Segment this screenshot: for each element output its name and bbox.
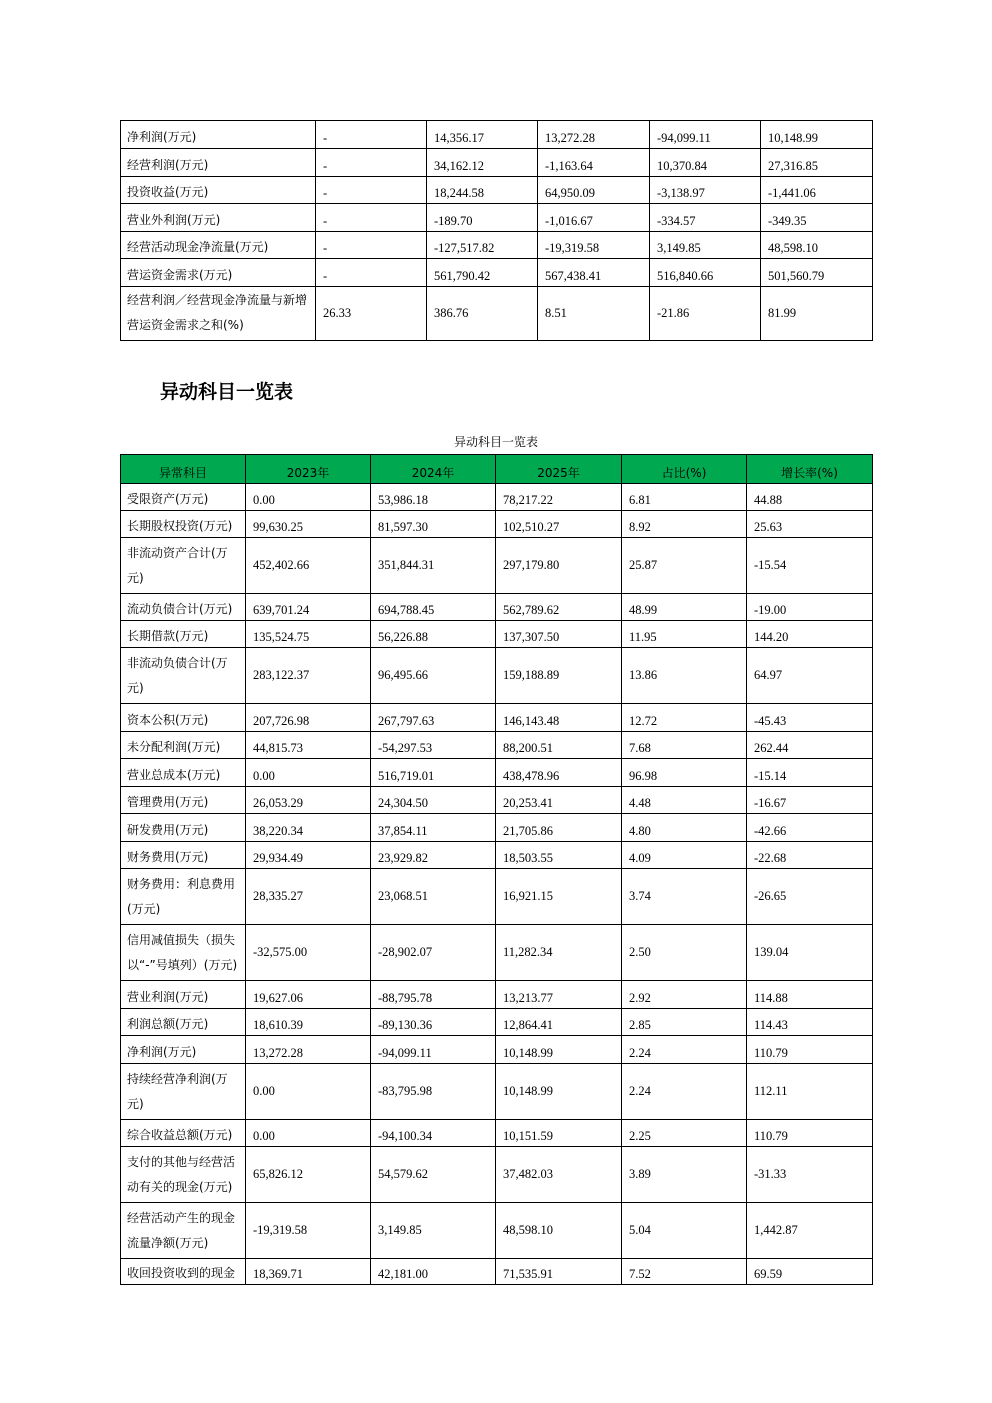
cell-value: 81,597.30 [371, 511, 496, 538]
cell-value: 11.95 [622, 621, 747, 648]
cell-value: 0.00 [246, 759, 371, 787]
table-row [121, 287, 873, 341]
cell-value: -1,016.67 [538, 204, 650, 232]
cell-value: 7.52 [622, 1259, 747, 1285]
cell-value: 567,438.41 [538, 259, 650, 287]
cell-value: 69.59 [747, 1259, 873, 1285]
table-row [121, 648, 873, 704]
table-row [121, 814, 873, 842]
table-row [121, 1064, 873, 1120]
cell-value: 99,630.25 [246, 511, 371, 538]
cell-value: 7.68 [622, 732, 747, 759]
cell-value: 110.79 [747, 1036, 873, 1064]
cell-value: 135,524.75 [246, 621, 371, 648]
cell-value: 262.44 [747, 732, 873, 759]
row-label: 资本公积(万元) [121, 704, 246, 732]
cell-value: 0.00 [246, 1064, 371, 1120]
cell-value: 71,535.91 [496, 1259, 622, 1285]
table-row [121, 732, 873, 759]
header-cell: 2025年 [496, 455, 622, 484]
cell-value: 386.76 [427, 287, 538, 341]
section-title: 异动科目一览表 [160, 381, 294, 403]
row-label: 未分配利润(万元) [121, 732, 246, 759]
cell-value: 23,068.51 [371, 869, 496, 925]
row-label: 非流动资产合计(万元) [121, 538, 246, 594]
cell-value: 2.85 [622, 1009, 747, 1036]
cell-value: 25.63 [747, 511, 873, 538]
cell-value: - [316, 177, 427, 204]
row-label: 受限资产(万元) [121, 484, 246, 511]
cell-value: -31.33 [747, 1147, 873, 1203]
cell-value: 27,316.85 [761, 149, 873, 177]
cell-value: 452,402.66 [246, 538, 371, 594]
cell-value: 34,162.12 [427, 149, 538, 177]
cell-value: 96,495.66 [371, 648, 496, 704]
cell-value: 207,726.98 [246, 704, 371, 732]
table-row [121, 121, 873, 149]
cell-value: -3,138.97 [650, 177, 761, 204]
cell-value: -42.66 [747, 814, 873, 842]
cell-value: 28,335.27 [246, 869, 371, 925]
row-label: 营运资金需求(万元) [121, 259, 316, 287]
cell-value: 297,179.80 [496, 538, 622, 594]
cell-value: -22.68 [747, 842, 873, 869]
cell-value: -1,441.06 [761, 177, 873, 204]
cell-value: 139.04 [747, 925, 873, 981]
cell-value: 18,244.58 [427, 177, 538, 204]
cell-value: -19,319.58 [538, 232, 650, 259]
cell-value: - [316, 149, 427, 177]
cell-value: 10,151.59 [496, 1120, 622, 1147]
cell-value: 78,217.22 [496, 484, 622, 511]
anomaly-items-table [120, 454, 873, 1285]
cell-value: 10,148.99 [496, 1064, 622, 1120]
cell-value: 14,356.17 [427, 121, 538, 149]
cell-value: 44,815.73 [246, 732, 371, 759]
cell-value: 4.48 [622, 787, 747, 814]
cell-value: -19,319.58 [246, 1203, 371, 1259]
cell-value: 8.51 [538, 287, 650, 341]
table-row [121, 621, 873, 648]
row-label: 财务费用：利息费用(万元) [121, 869, 246, 925]
row-label: 投资收益(万元) [121, 177, 316, 204]
cell-value: 144.20 [747, 621, 873, 648]
table-row [121, 484, 873, 511]
table-row [121, 759, 873, 787]
cell-value: 42,181.00 [371, 1259, 496, 1285]
cell-value: 88,200.51 [496, 732, 622, 759]
row-label: 流动负债合计(万元) [121, 594, 246, 621]
cell-value: 38,220.34 [246, 814, 371, 842]
cell-value: 26,053.29 [246, 787, 371, 814]
row-label: 长期股权投资(万元) [121, 511, 246, 538]
table-row [121, 594, 873, 621]
cell-value: 114.88 [747, 981, 873, 1009]
row-label: 营业利润(万元) [121, 981, 246, 1009]
cell-value: 96.98 [622, 759, 747, 787]
cell-value: 81.99 [761, 287, 873, 341]
cell-value: 64.97 [747, 648, 873, 704]
row-label: 收回投资收到的现金 [121, 1259, 246, 1285]
cell-value: 561,790.42 [427, 259, 538, 287]
cell-value: 48,598.10 [496, 1203, 622, 1259]
cell-value: 2.24 [622, 1064, 747, 1120]
cell-value: 110.79 [747, 1120, 873, 1147]
cell-value: 18,369.71 [246, 1259, 371, 1285]
row-label: 研发费用(万元) [121, 814, 246, 842]
table-row [121, 842, 873, 869]
cell-value: -83,795.98 [371, 1064, 496, 1120]
row-label: 营业外利润(万元) [121, 204, 316, 232]
row-label: 财务费用(万元) [121, 842, 246, 869]
row-label: 支付的其他与经营活动有关的现金(万元) [121, 1147, 246, 1203]
table-row [121, 511, 873, 538]
cell-value: 5.04 [622, 1203, 747, 1259]
cell-value: 44.88 [747, 484, 873, 511]
table-caption: 异动科目一览表 [453, 435, 538, 449]
cell-value: 562,789.62 [496, 594, 622, 621]
header-cell: 2023年 [246, 455, 371, 484]
row-label: 净利润(万元) [121, 121, 316, 149]
row-label: 持续经营净利润(万元) [121, 1064, 246, 1120]
cell-value: -1,163.64 [538, 149, 650, 177]
cell-value: 13,272.28 [538, 121, 650, 149]
row-label: 营业总成本(万元) [121, 759, 246, 787]
cell-value: - [316, 121, 427, 149]
table-row [121, 149, 873, 177]
cell-value: - [316, 232, 427, 259]
cell-value: 25.87 [622, 538, 747, 594]
cell-value: 516,719.01 [371, 759, 496, 787]
table-row [121, 1259, 873, 1285]
cell-value: 16,921.15 [496, 869, 622, 925]
table-row [121, 787, 873, 814]
cell-value: -334.57 [650, 204, 761, 232]
header-cell: 2024年 [371, 455, 496, 484]
cell-value: -127,517.82 [427, 232, 538, 259]
cell-value: 24,304.50 [371, 787, 496, 814]
financial-metrics-table [120, 120, 873, 341]
row-label: 综合收益总额(万元) [121, 1120, 246, 1147]
cell-value: 639,701.24 [246, 594, 371, 621]
table-row [121, 981, 873, 1009]
cell-value: 438,478.96 [496, 759, 622, 787]
cell-value: 2.24 [622, 1036, 747, 1064]
cell-value: - [316, 259, 427, 287]
cell-value: 29,934.49 [246, 842, 371, 869]
cell-value: -26.65 [747, 869, 873, 925]
cell-value: 23,929.82 [371, 842, 496, 869]
cell-value: 516,840.66 [650, 259, 761, 287]
cell-value: 4.80 [622, 814, 747, 842]
cell-value: 2.25 [622, 1120, 747, 1147]
cell-value: 12.72 [622, 704, 747, 732]
cell-value: 159,188.89 [496, 648, 622, 704]
cell-value: 13,272.28 [246, 1036, 371, 1064]
cell-value: -89,130.36 [371, 1009, 496, 1036]
row-label: 长期借款(万元) [121, 621, 246, 648]
cell-value: 2.50 [622, 925, 747, 981]
table-row [121, 1203, 873, 1259]
cell-value: 146,143.48 [496, 704, 622, 732]
row-label: 利润总额(万元) [121, 1009, 246, 1036]
cell-value: -45.43 [747, 704, 873, 732]
header-cell: 增长率(%) [747, 455, 873, 484]
table-row [121, 704, 873, 732]
cell-value: 13,213.77 [496, 981, 622, 1009]
table-row [121, 1120, 873, 1147]
cell-value: 20,253.41 [496, 787, 622, 814]
cell-value: 0.00 [246, 1120, 371, 1147]
row-label: 经营活动产生的现金流量净额(万元) [121, 1203, 246, 1259]
cell-value: 694,788.45 [371, 594, 496, 621]
table-row [121, 869, 873, 925]
table-row [121, 1009, 873, 1036]
cell-value: -349.35 [761, 204, 873, 232]
header-cell: 异常科目 [121, 455, 246, 484]
cell-value: 283,122.37 [246, 648, 371, 704]
row-label: 经营利润／经营现金净流量与新增营运资金需求之和(%) [121, 287, 316, 341]
cell-value: 64,950.09 [538, 177, 650, 204]
table-row [121, 177, 873, 204]
row-label: 管理费用(万元) [121, 787, 246, 814]
cell-value: 114.43 [747, 1009, 873, 1036]
cell-value: 37,482.03 [496, 1147, 622, 1203]
row-label: 经营活动现金净流量(万元) [121, 232, 316, 259]
row-label: 非流动负债合计(万元) [121, 648, 246, 704]
cell-value: 112.11 [747, 1064, 873, 1120]
cell-value: 351,844.31 [371, 538, 496, 594]
header-cell: 占比(%) [622, 455, 747, 484]
cell-value: 19,627.06 [246, 981, 371, 1009]
cell-value: 13.86 [622, 648, 747, 704]
table-row [121, 259, 873, 287]
cell-value: 65,826.12 [246, 1147, 371, 1203]
cell-value: 10,148.99 [761, 121, 873, 149]
cell-value: -16.67 [747, 787, 873, 814]
cell-value: 3.74 [622, 869, 747, 925]
table-header-row [121, 455, 873, 484]
cell-value: 53,986.18 [371, 484, 496, 511]
table-row [121, 925, 873, 981]
cell-value: 48.99 [622, 594, 747, 621]
cell-value: 2.92 [622, 981, 747, 1009]
cell-value: 26.33 [316, 287, 427, 341]
row-label: 净利润(万元) [121, 1036, 246, 1064]
table-row [121, 1036, 873, 1064]
cell-value: 8.92 [622, 511, 747, 538]
cell-value: -54,297.53 [371, 732, 496, 759]
cell-value: 48,598.10 [761, 232, 873, 259]
cell-value: 18,610.39 [246, 1009, 371, 1036]
cell-value: 54,579.62 [371, 1147, 496, 1203]
cell-value: - [316, 204, 427, 232]
cell-value: 10,148.99 [496, 1036, 622, 1064]
cell-value: 3.89 [622, 1147, 747, 1203]
table-row [121, 1147, 873, 1203]
cell-value: -88,795.78 [371, 981, 496, 1009]
cell-value: 56,226.88 [371, 621, 496, 648]
row-label: 经营利润(万元) [121, 149, 316, 177]
cell-value: 0.00 [246, 484, 371, 511]
row-label: 信用减值损失（损失以“-”号填列）(万元) [121, 925, 246, 981]
cell-value: 18,503.55 [496, 842, 622, 869]
cell-value: 10,370.84 [650, 149, 761, 177]
cell-value: -21.86 [650, 287, 761, 341]
cell-value: -94,099.11 [650, 121, 761, 149]
cell-value: 3,149.85 [650, 232, 761, 259]
cell-value: 4.09 [622, 842, 747, 869]
cell-value: 21,705.86 [496, 814, 622, 842]
cell-value: 6.81 [622, 484, 747, 511]
cell-value: 501,560.79 [761, 259, 873, 287]
cell-value: -189.70 [427, 204, 538, 232]
cell-value: 37,854.11 [371, 814, 496, 842]
cell-value: 12,864.41 [496, 1009, 622, 1036]
cell-value: 11,282.34 [496, 925, 622, 981]
cell-value: 137,307.50 [496, 621, 622, 648]
cell-value: -15.14 [747, 759, 873, 787]
cell-value: 1,442.87 [747, 1203, 873, 1259]
cell-value: -32,575.00 [246, 925, 371, 981]
table-row [121, 232, 873, 259]
cell-value: -94,099.11 [371, 1036, 496, 1064]
cell-value: -19.00 [747, 594, 873, 621]
cell-value: -15.54 [747, 538, 873, 594]
cell-value: 102,510.27 [496, 511, 622, 538]
cell-value: 3,149.85 [371, 1203, 496, 1259]
table-row [121, 204, 873, 232]
cell-value: 267,797.63 [371, 704, 496, 732]
cell-value: -94,100.34 [371, 1120, 496, 1147]
table-row [121, 538, 873, 594]
cell-value: -28,902.07 [371, 925, 496, 981]
